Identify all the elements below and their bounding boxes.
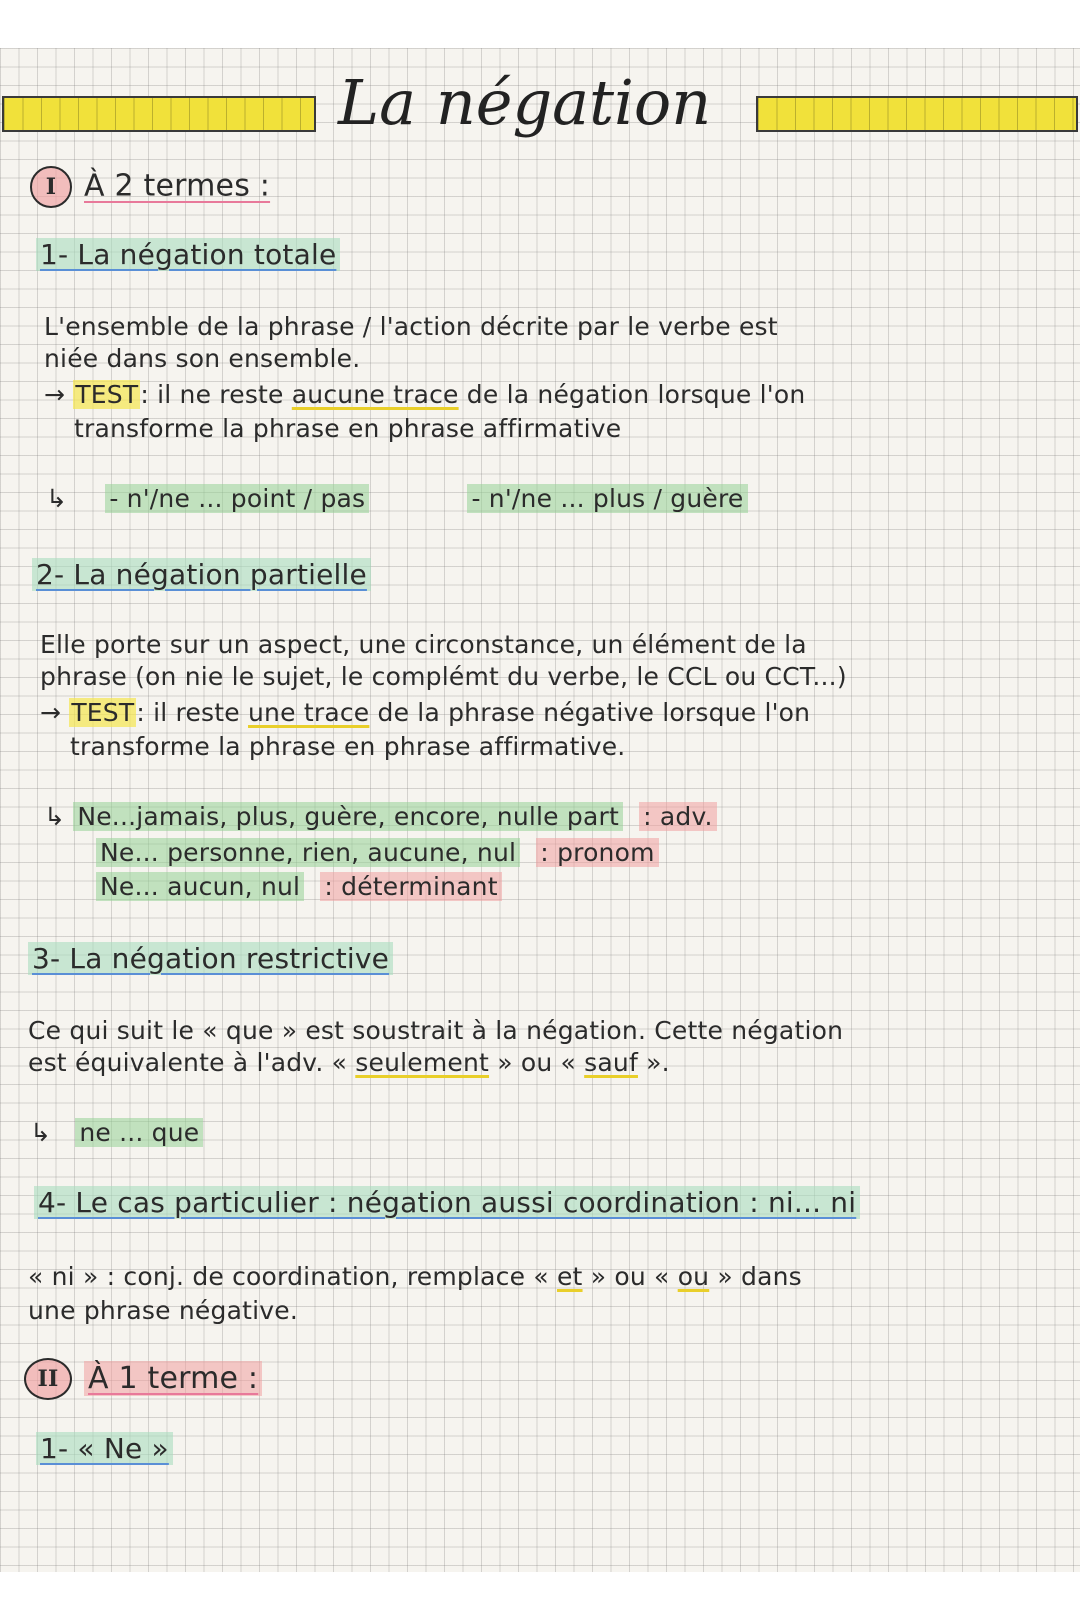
test-label: TEST (71, 698, 135, 727)
return-arrow-icon: ↳ (44, 802, 66, 831)
section-2-number: II (24, 1358, 72, 1400)
partielle-text-line1: Elle porte sur un aspect, une circonstance, un élément de la (40, 630, 807, 659)
cas-particulier-text-line2: une phrase négative. (28, 1296, 298, 1325)
example-plus-guere: - n'/ne ... plus / guère (467, 484, 747, 513)
partielle-row-pronom: Ne... personne, rien, aucune, nul : pronom (96, 836, 659, 870)
restrictive-text-line1: Ce qui suit le « que » est soustrait à la négation. Cette négation (28, 1016, 844, 1045)
example-point-pas: - n'/ne ... point / pas (105, 484, 369, 513)
totale-text-line2: niée dans son ensemble. (44, 344, 361, 373)
totale-text-line1: L'ensemble de la phrase / l'action décrite par le verbe est (44, 312, 778, 341)
sub-heading-ne: 1- « Ne » (36, 1432, 173, 1465)
title-bar-right (756, 96, 1078, 132)
totale-test-line2: transforme la phrase en phrase affirmative (74, 414, 622, 443)
partielle-test-line1: → TEST: il reste une trace de la phrase négative lorsque l'on (40, 698, 811, 727)
partielle-row-determinant: Ne... aucun, nul : déterminant (96, 870, 502, 904)
section-2-heading (24, 1358, 262, 1400)
bottom-margin (0, 1572, 1080, 1620)
return-arrow-icon: ↳ (46, 484, 68, 513)
partielle-row-adv: ↳ Ne...jamais, plus, guère, encore, nulle part : adv. (44, 800, 717, 834)
restrictive-text-line2: est équivalente à l'adv. « seulement » ou « sauf ». (28, 1048, 670, 1077)
section-1-heading (30, 166, 270, 208)
notebook-page (0, 48, 1080, 1572)
totale-test-line1: → TEST: il ne reste aucune trace de la négation lorsque l'on (44, 380, 806, 409)
section-1-number: I (30, 166, 72, 208)
sub-heading-restrictive: 3- La négation restrictive (28, 942, 393, 975)
test-label: TEST (75, 380, 139, 409)
partielle-text-line2: phrase (on nie le sujet, le complémt du verbe, le CCL ou CCT...) (40, 662, 847, 691)
arrow-icon: → (44, 380, 66, 409)
return-arrow-icon: ↳ (30, 1118, 52, 1147)
cas-particulier-text-line1: « ni » : conj. de coordination, remplace « et » ou « ou » dans (28, 1262, 802, 1291)
sub-heading-cas-particulier: 4- Le cas particulier : négation aussi coordination : ni... ni (34, 1186, 860, 1219)
restrictive-example: ↳ ne ... que (30, 1116, 203, 1150)
arrow-icon: → (40, 698, 62, 727)
page-title: La négation (338, 66, 712, 139)
top-margin (0, 0, 1080, 48)
totale-examples (46, 482, 748, 516)
sub-heading-totale: 1- La négation totale (36, 238, 340, 271)
title-bar-left (2, 96, 316, 132)
section-2-title: À 1 terme : (84, 1361, 262, 1396)
partielle-test-line2: transforme la phrase en phrase affirmative. (70, 732, 626, 761)
section-1-title: À 2 termes : (84, 168, 271, 204)
sub-heading-partielle: 2- La négation partielle (32, 558, 371, 591)
